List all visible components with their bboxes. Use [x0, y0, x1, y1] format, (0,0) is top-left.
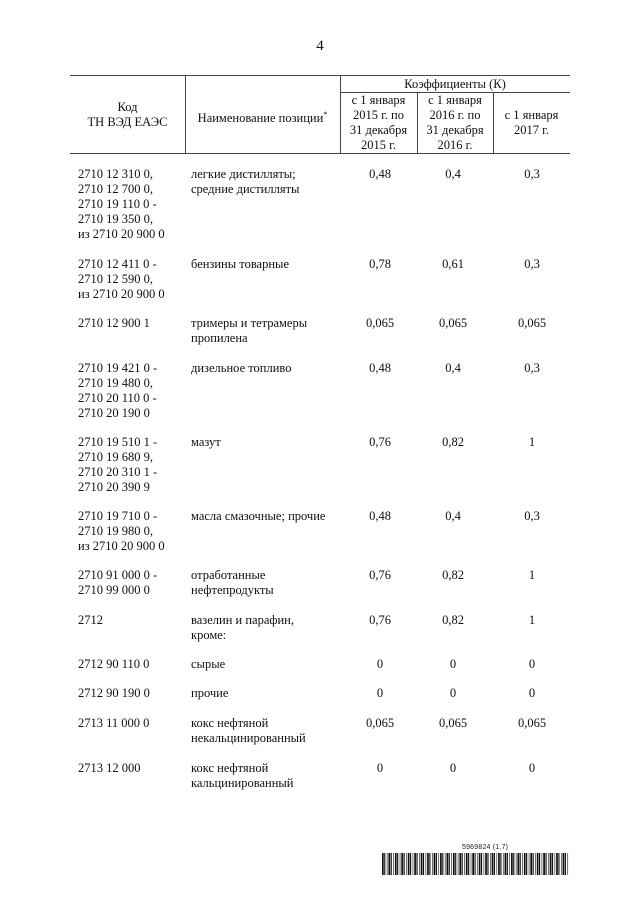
row-code: 2712: [78, 613, 103, 627]
row-k2016: 0,4: [445, 167, 461, 181]
row-k2015: 0,48: [369, 167, 391, 181]
header-period-2015: с 1 января 2015 г. по 31 декабря 2015 г.: [349, 93, 408, 152]
row-k2016: 0: [449, 686, 457, 700]
page-number: 4: [316, 38, 324, 54]
row-k2016: 0,82: [442, 613, 464, 627]
row-name: сырые: [191, 657, 226, 671]
row-code: 2710 19 421 0 - 2710 19 480 0, 2710 20 110 0 - 2710 20 190 0: [78, 361, 158, 420]
row-k2016: 0: [449, 657, 457, 671]
row-name: дизельное топливо: [191, 361, 292, 375]
row-code: 2713 11 000 0: [78, 716, 150, 730]
row-k2017: 1: [528, 435, 536, 449]
row-k2017: 0: [528, 686, 536, 700]
row-k2015: 0,065: [365, 316, 395, 330]
row-k2017: 0,3: [524, 167, 540, 181]
row-k2015: 0,76: [369, 568, 391, 582]
row-name: отработанные нефтепродукты: [191, 568, 274, 597]
row-k2016: 0: [449, 761, 457, 775]
row-name: вазелин и парафин, кроме:: [191, 613, 294, 642]
row-k2017: 0,3: [524, 361, 540, 375]
header-period-2016: с 1 января 2016 г. по 31 декабря 2016 г.: [426, 93, 484, 152]
row-code: 2710 19 710 0 - 2710 19 980 0, из 2710 20 900 0: [78, 509, 165, 553]
row-k2017: 0: [528, 761, 536, 775]
row-name: кокс нефтяной некальцинированный: [191, 716, 306, 745]
header-name-footnote-mark: *: [323, 110, 328, 119]
row-k2015: 0,78: [369, 257, 391, 271]
row-code: 2710 91 000 0 - 2710 99 000 0: [78, 568, 158, 597]
row-name: мазут: [191, 435, 221, 449]
row-k2016: 0,82: [442, 435, 464, 449]
table-header-bottom-rule: [70, 153, 570, 154]
header-period-2017: с 1 января 2017 г.: [504, 108, 559, 137]
row-k2017: 0: [528, 657, 536, 671]
header-coefficients: Коэффициенты (К): [404, 77, 506, 91]
row-name: тримеры и тетрамеры пропилена: [191, 316, 308, 345]
row-k2015: 0: [376, 761, 384, 775]
row-k2017: 0,3: [524, 257, 540, 271]
row-k2015: 0,48: [369, 509, 391, 523]
row-k2016: 0,61: [442, 257, 464, 271]
row-code: 2710 19 510 1 - 2710 19 680 9, 2710 20 310 1 - 2710 20 390 9: [78, 435, 158, 494]
table-top-rule: [70, 75, 570, 76]
row-k2016: 0,4: [445, 361, 461, 375]
row-k2016: 0,4: [445, 509, 461, 523]
row-k2015: 0,76: [369, 435, 391, 449]
row-code: 2710 12 310 0, 2710 12 700 0, 2710 19 110 0 - 2710 19 350 0, из 2710 20 900 0: [78, 167, 165, 241]
header-code: Код ТН ВЭД ЕАЭС: [87, 100, 168, 129]
row-code: 2710 12 900 1: [78, 316, 150, 330]
row-k2015: 0,76: [369, 613, 391, 627]
row-code: 2712 90 190 0: [78, 686, 150, 700]
barcode-caption: 5969824 (1.7): [462, 844, 509, 851]
row-k2016: 0,065: [438, 316, 468, 330]
row-name: прочие: [191, 686, 229, 700]
row-code: 2713 12 000: [78, 761, 141, 775]
row-k2016: 0,82: [442, 568, 464, 582]
row-k2017: 1: [528, 568, 536, 582]
row-k2016: 0,065: [438, 716, 468, 730]
row-code: 2710 12 411 0 - 2710 12 590 0, из 2710 20 900 0: [78, 257, 165, 301]
row-name: легкие дистилляты; средние дистилляты: [191, 167, 300, 196]
row-name: кокс нефтяной кальцинированный: [191, 761, 294, 790]
row-k2015: 0: [376, 686, 384, 700]
row-k2015: 0,065: [365, 716, 395, 730]
row-name: бензины товарные: [191, 257, 289, 271]
barcode-image: [382, 853, 570, 875]
header-name-label: Наименование позиции: [197, 111, 324, 126]
row-name: масла смазочные; прочие: [191, 509, 326, 523]
row-k2015: 0: [376, 657, 384, 671]
row-k2017: 0,3: [524, 509, 540, 523]
row-code: 2712 90 110 0: [78, 657, 150, 671]
row-k2015: 0,48: [369, 361, 391, 375]
header-name: [185, 107, 340, 126]
row-k2017: 1: [528, 613, 536, 627]
row-k2017: 0,065: [517, 716, 547, 730]
row-k2017: 0,065: [517, 316, 547, 330]
